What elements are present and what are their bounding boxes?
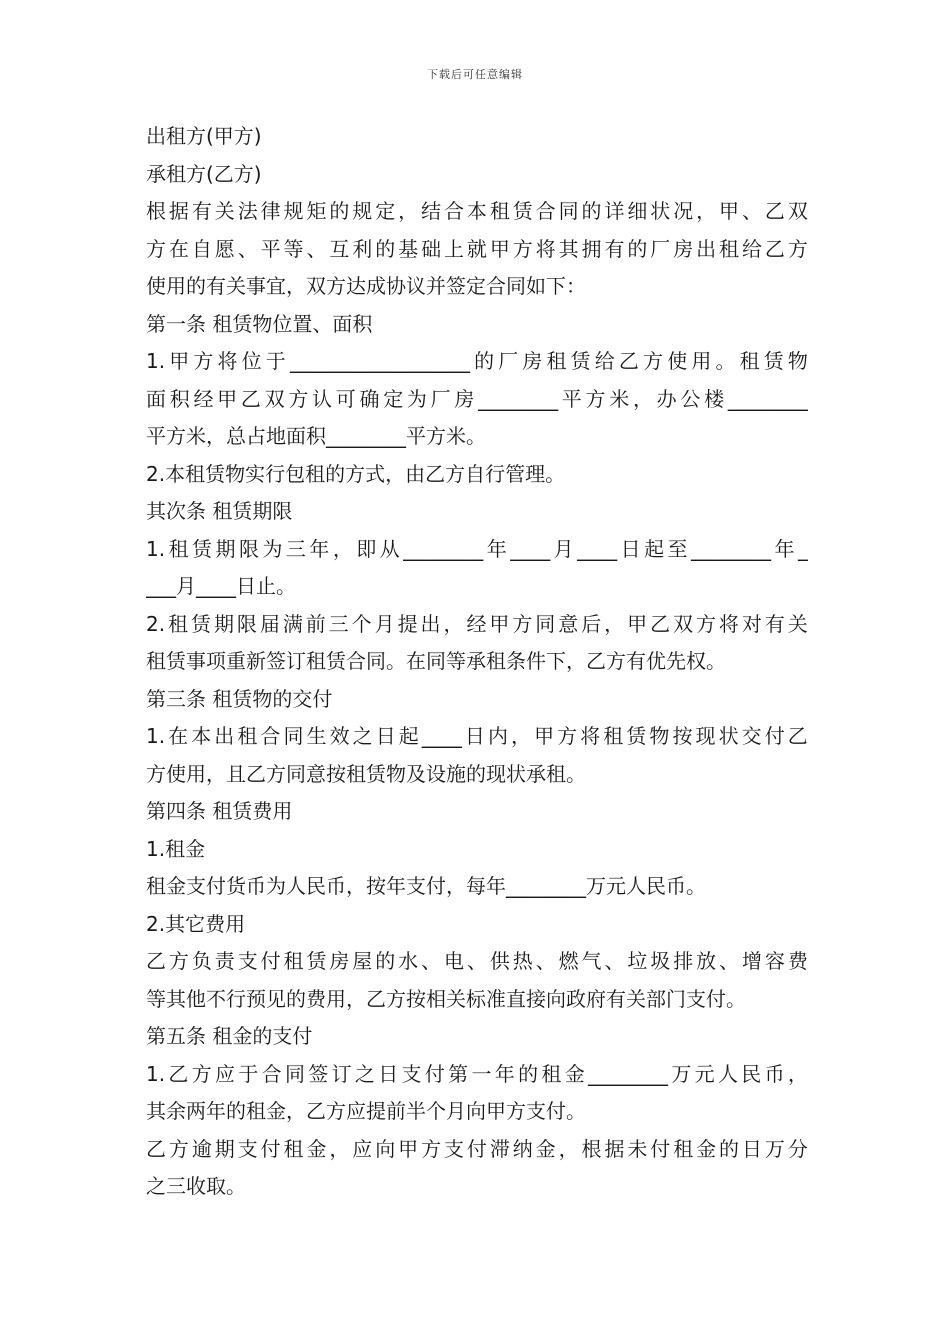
text-line: 面 积 经 甲 乙 双 方 认 可 确 定 为 厂 房 ________ 平 方 米 ， 办 公 楼 ________: [146, 386, 808, 411]
text-line: 第四条 租赁费用: [146, 799, 293, 823]
text-line: 2.其它费用: [146, 911, 246, 936]
text-line: 出租方(甲方): [146, 124, 262, 148]
text-line: 1. 甲 方 将 位 于 __________________ 的 厂 房 租 赁 给 乙 方 使 用 。 租 赁 物: [146, 349, 808, 373]
text-line: 租赁事项重新签订租赁合同。在同等承租条件下，乙方有优先权。: [146, 649, 726, 673]
text-line: 乙 方 负 责 支 付 租 赁 房 屋 的 水 、 电 、 供 热 、 燃 气 、 垃 圾 排 放 、 增 容 费: [146, 949, 808, 973]
text-line: 2. 租 赁 期 限 届 满 前 三 个 月 提 出 ， 经 甲 方 同 意 后 ， 甲 乙 双 方 将 对 有 关: [146, 611, 808, 636]
text-line: 根 据 有 关 法 律 规 矩 的 规 定 ， 结 合 本 租 赁 合 同 的 详 细 状 况 ， 甲 、 乙 双: [146, 199, 808, 223]
text-line: 平方米，总占地面积________平方米。: [146, 424, 486, 448]
text-line: 方 在 自 愿 、 平 等 、 互 利 的 基 础 上 就 甲 方 将 其 拥 有 的 厂 房 出 租 给 乙 方: [146, 236, 808, 261]
text-line: 第五条 租金的支付: [146, 1024, 313, 1048]
text-line: 1. 租 赁 期 限 为 三 年 ， 即 从 ________ 年 ____ 月 ____ 日 起 至 ________ 年 _: [146, 536, 808, 561]
text-line: 1.租金: [146, 836, 206, 861]
text-line: 其余两年的租金，乙方应提前半个月向甲方支付。: [146, 1099, 586, 1123]
text-line: 租金支付货币为人民币，按年支付，每年________万元人民币。: [146, 874, 706, 898]
text-line: ___月____日止。: [146, 574, 296, 598]
text-line: 1. 在 本 出 租 合 同 生 效 之 日 起 ____ 日 内 ， 甲 方 将 租 赁 物 按 现 状 交 付 乙: [146, 724, 808, 748]
text-line: 1. 乙 方 应 于 合 同 签 订 之 日 支 付 第 一 年 的 租 金 ________ 万 元 人 民 币 ，: [146, 1061, 808, 1086]
text-line: 等其他不行预见的费用，乙方按相关标准直接向政府有关部门支付。: [146, 986, 746, 1011]
document-body: [146, 118, 808, 1206]
text-line: 第一条 租赁物位置、面积: [146, 311, 373, 336]
text-line: 承租方(乙方): [146, 161, 262, 186]
text-line: 方使用，且乙方同意按租赁物及设施的现状承租。: [146, 761, 586, 786]
text-line: 之三收取。: [146, 1174, 246, 1198]
page-header: 下载后可任意编辑: [427, 68, 523, 81]
text-line: 2.本租赁物实行包租的方式，由乙方自行管理。: [146, 461, 566, 486]
text-line: 乙 方 逾 期 支 付 租 金 ， 应 向 甲 方 支 付 滞 纳 金 ， 根 据 未 付 租 金 的 日 万 分: [146, 1136, 808, 1161]
text-line: 其次条 租赁期限: [146, 499, 293, 523]
text-line: 第三条 租赁物的交付: [146, 686, 333, 711]
text-line: 使用的有关事宜，双方达成协议并签定合同如下：: [146, 274, 586, 298]
